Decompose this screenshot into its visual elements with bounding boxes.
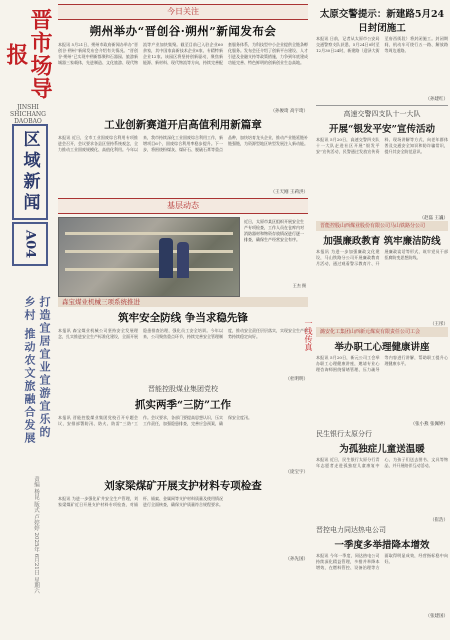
left-strip (4, 6, 52, 634)
side-kicker-5: 民生银行太原分行 (316, 430, 372, 438)
masthead-logo: 晋市场导报 (3, 8, 53, 100)
news-photo (58, 217, 240, 297)
side-title-6: 一季度多举措降本增效 (334, 540, 430, 551)
masthead-subtitle: JINSHI SHICHANG DAOBAO (10, 104, 46, 125)
article-author-4: （庞宝宇） (285, 470, 308, 475)
article-body-3: 本报讯 森宝煤业机械公司坚持安全发展理念，扎实推进安全生产标准化建设，全面开展隐患排查治理，强化员工安全培训。今年以来，公司聚焦重点环节，持续完善安全管理制度，推动安全责任层层落实，实现安全生产形势持续稳定向好。 (58, 328, 308, 339)
side-kicker-3: 晋能控股山西煤业股份有限公司马山铁路分公司 (316, 221, 448, 231)
article-author-2: （王天刚 王莉洪） (270, 190, 308, 195)
article-title-2: 工业创新赛道开启高值利用新篇章 (104, 119, 262, 131)
band-today: 今日关注 (58, 4, 308, 20)
side-title-4: 举办职工心理健康讲座 (334, 342, 430, 353)
band-grassroots: 基层动态 (58, 198, 308, 214)
side-body-5: 本报讯 近日，民生银行太原分行青年志愿者走进孤独症儿童康复中心，为孩子们送去图书、文具等物品，并开展陪伴互动活动。 (316, 457, 448, 468)
edition-info: 责编 杨昆 版式 卢婷婷 2025年 6月21日 星期六 (33, 476, 39, 594)
article-kicker-3: 森宝煤业机械三项系统推进 (58, 297, 308, 307)
article-body-4: 本报讯 晋能控股煤业集团党校召开专题会议，安排部署防汛、防火、防雷“三防”工作。会议要求，各部门要提高思想认识，压实工作责任，加强隐患排查，完善应急预案，确保安全度汛。 (58, 415, 252, 426)
side-kicker-6: 晋控电力同达热电公司 (316, 526, 386, 534)
side-body-4: 本报讯 5月20日，新元公司工会举办职工心理健康讲座，邀请专业心理咨询师围绕情绪管理、压力疏导等内容进行讲解，帮助职工提升心理健康水平。 (316, 355, 448, 372)
side-author-2: （赵磊 王巍） (419, 216, 448, 221)
article-kicker-4: 晋能控股煤业集团党校 (148, 385, 218, 393)
article-body-2: 本报讯 近日，全市工业固废综合利用专项推进会召开，会议要求各县区坚持系统观念，全力推动工业固废规模化、高值化利用。今年以来，我市持续深化工业固废综合利用工作，新增项目6个，固废综合利用率稳步提升。下一步，将围绕粉煤灰、煤矸石、脱硫石膏等重点品种，加快培育龙头企业，推动产业链延链补链强链，为资源型地区转型发展注入新动能。 (58, 135, 308, 152)
side-title-5: 为孤独症儿童送温暖 (339, 444, 425, 455)
side-title-2: 开展“银发平安”宣传活动 (329, 124, 435, 135)
side-body-3: 本报讯 为进一步加强廉政文化建设，马山铁路分公司开展廉政教育月活动，通过观看警示教育片、开展廉政谈话等形式，筑牢党员干部拒腐防变思想防线。 (316, 249, 448, 266)
side-author-4: （张小燕 张佩婷） (410, 422, 448, 427)
slogan: 打造宜居宜业宜游宜乐的乡村 推动农文旅融合发展 (23, 296, 51, 445)
article-author-3: （杜明明） (285, 377, 308, 382)
article-title-5: 刘家梁煤矿开展支护材料专项检查 (104, 480, 262, 492)
side-title-1: 太原交警提示：新建路5月24日封闭施工 (319, 9, 445, 34)
photo-block (58, 217, 308, 297)
article-author-5: （孙先国） (285, 557, 308, 562)
side-author-6: （张建国） (425, 614, 448, 619)
photo-credit: 王杰 摄 (292, 283, 306, 288)
side-kicker-2: 高速交警四支队十一大队 (343, 110, 421, 118)
side-column (316, 4, 448, 619)
article-body-5: 本报讯 为进一步强化矿井安全生产管理，刘家梁煤矿近日开展支护材料专项检查，对锚杆、锚索、金属网等支护材料质量及使用情况进行全面核查，确保支护质量符合规程要求。 (58, 496, 223, 507)
article-body-1: 本报讯 5月21日，朔州市政府新闻办举办“晋创谷·朔州”新闻发布会介绍有关情况。“晋创谷·朔州”已实现中朔新都聚和石器园、旅游新城器三家载体，先进制造、文化旅游、现代物流等产业加快集聚。截至目前已入驻企业60余家，其中国家高新技术企业8家、专精特新企业12家。该园区将坚持创新驱动，聚焦新能源、新材料、现代物流等方向，持续完善配套服务体系，为科技型中小企业提供全链条孵化服务。发布会还介绍了创新平台建设、人才引进及金融支持等政策措施，力争到年底建成功能完善、特色鲜明的创新创业生态高地。 (58, 42, 308, 65)
frontline-label: 一线传真 (304, 319, 313, 351)
side-author-1: （孙建红） (425, 97, 448, 102)
side-kicker-4: 潞安化工集团山西新元煤炭有限责任公司工会 (316, 327, 448, 337)
article-title-1: 朔州举办“晋创谷·朔州”新闻发布会 (89, 24, 277, 38)
article-title-3: 筑牢安全防线 争当求稳先锋 (118, 312, 248, 324)
page-number: A04 (12, 222, 48, 266)
main-column (58, 4, 308, 562)
side-author-5: （崔浩） (430, 518, 448, 523)
side-body-1: 本报讯 日前，记者从太原市公安局交通警察支队获悉，5月24日0时至12月30日24时，新建路（迎泽大街至府西街段）将封闭施工。封闭期间，机动车可绕行五一路、解放路等周边道路。 (316, 36, 448, 53)
side-body-2: 本报讯 5月20日，高速交警四支队十一大队走进社区开展“银发平安”宣传活动，民警通过发放宣传资料、现场讲解等方式，向老年群体普及交通安全知识和防诈骗常识，提升其安全防范意识。 (316, 137, 448, 154)
section-name: 区域新闻 (12, 124, 48, 220)
side-body-6: 本报讯 今年一季度，同达热电公司持续深化精益管理，多措并举降本增效，在燃料管控、设备治理等方面取得明显成效，经营指标稳中向好。 (316, 553, 448, 570)
photo-caption: 近日，太原市某区组织开展安全生产专项检查，工作人员在仓库内对消防器材和物资存放情况进行逐一排查，确保生产经营安全有序。 (244, 219, 304, 242)
article-author-1: （孙俊琦 高宇琦） (270, 109, 308, 114)
side-title-3: 加强廉政教育 筑牢廉洁防线 (323, 236, 441, 247)
article-title-4: 抓实两季“三防”工作 (134, 399, 232, 411)
side-author-3: （王彤） (430, 322, 448, 327)
